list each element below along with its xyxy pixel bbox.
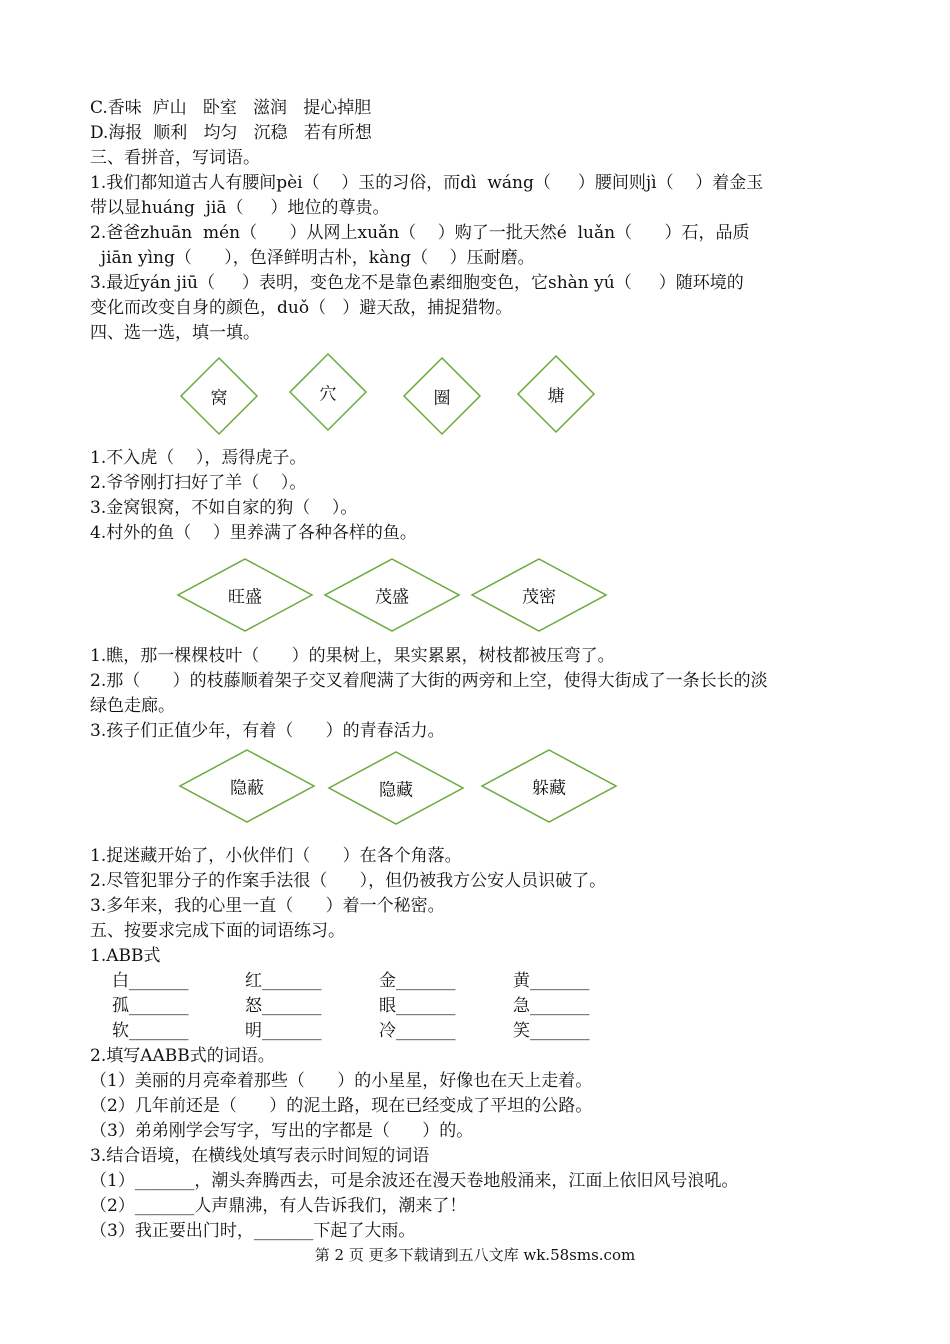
time-words-sentence: （1）_______，潮头奔腾西去，可是余波还在漫天卷地般涌来，江面上依旧风号浪吼。 bbox=[90, 1171, 739, 1191]
diamond-row-3 bbox=[0, 748, 950, 838]
group1-sentence: 3.金窝银窝，不如自家的狗（ ）。 bbox=[90, 498, 358, 518]
option-diamond bbox=[327, 750, 465, 826]
abb-cell: 孤_______ bbox=[112, 996, 189, 1016]
group2-sentence: 2.那（ ）的枝藤顺着架子交叉着爬满了大街的两旁和上空，使得大街成了一条长长的淡 bbox=[90, 671, 768, 691]
group2-sentence: 绿色走廊。 bbox=[90, 696, 175, 716]
option-d-line: D.海报 顺利 均匀 沉稳 若有所想 bbox=[90, 123, 372, 143]
option-label: 旺盛 bbox=[228, 587, 262, 608]
diamond-row-2 bbox=[0, 557, 950, 647]
option-label: 隐藏 bbox=[379, 780, 413, 801]
section-5-title: 五、按要求完成下面的词语练习。 bbox=[90, 921, 345, 941]
option-diamond bbox=[179, 356, 259, 436]
pinyin-line: 1.我们都知道古人有腰间pèi（ ）玉的习俗，而dì wáng（ ）腰间则jì（ ）着金玉 bbox=[90, 173, 764, 193]
option-diamond bbox=[323, 557, 461, 633]
option-label: 窝 bbox=[210, 388, 228, 409]
aabb-sentence: （2）几年前还是（ ）的泥土路，现在已经变成了平坦的公路。 bbox=[90, 1096, 593, 1116]
option-c-line: C.香味 庐山 卧室 滋润 提心掉胆 bbox=[90, 98, 372, 118]
option-label: 隐蔽 bbox=[230, 778, 264, 799]
group2-sentence: 3.孩子们正值少年，有着（ ）的青春活力。 bbox=[90, 721, 445, 741]
option-label: 圈 bbox=[433, 388, 451, 409]
option-diamond bbox=[178, 748, 316, 824]
group1-sentence: 2.爷爷刚打扫好了羊（ ）。 bbox=[90, 473, 307, 493]
abb-cell: 笑_______ bbox=[513, 1021, 590, 1041]
abb-cell: 软_______ bbox=[112, 1021, 189, 1041]
time-words-sentence: （3）我正要出门时，_______下起了大雨。 bbox=[90, 1221, 416, 1241]
page-footer: 第 2 页 更多下载请到五八文库 wk.58sms.com bbox=[314, 1246, 636, 1264]
time-words-title: 3.结合语境，在横线处填写表示时间短的词语 bbox=[90, 1146, 430, 1166]
abb-cell: 黄_______ bbox=[513, 971, 590, 991]
abb-cell: 明_______ bbox=[245, 1021, 322, 1041]
option-label: 茂盛 bbox=[375, 587, 409, 608]
group3-sentence: 1.捉迷藏开始了，小伙伴们（ ）在各个角落。 bbox=[90, 846, 462, 866]
pinyin-line: 2.爸爸zhuān mén（ ）从网上xuǎn（ ）购了一批天然é luǎn（ ）石，品质 bbox=[90, 223, 750, 243]
group3-sentence: 2.尽管犯罪分子的作案手法很（ ），但仍被我方公安人员识破了。 bbox=[90, 871, 607, 891]
option-label: 躲藏 bbox=[532, 778, 566, 799]
group3-sentence: 3.多年来，我的心里一直（ ）着一个秘密。 bbox=[90, 896, 445, 916]
abb-cell: 红_______ bbox=[245, 971, 322, 991]
abb-cell: 冷_______ bbox=[379, 1021, 456, 1041]
option-label: 塘 bbox=[547, 386, 565, 407]
option-diamond bbox=[176, 557, 314, 633]
option-diamond bbox=[402, 356, 482, 436]
option-label: 茂密 bbox=[522, 587, 556, 608]
group1-sentence: 4.村外的鱼（ ）里养满了各种各样的鱼。 bbox=[90, 523, 417, 543]
section-3-title: 三、看拼音，写词语。 bbox=[90, 148, 260, 168]
aabb-sentence: （3）弟弟刚学会写字，写出的字都是（ ）的。 bbox=[90, 1121, 474, 1141]
pinyin-line: 带以显huáng jiā（ ）地位的尊贵。 bbox=[90, 198, 390, 218]
abb-cell: 眼_______ bbox=[379, 996, 456, 1016]
option-diamond bbox=[480, 748, 618, 824]
pinyin-line: jiān yìng（ ），色泽鲜明古朴，kàng（ ）压耐磨。 bbox=[90, 248, 535, 268]
abb-cell: 白_______ bbox=[112, 971, 189, 991]
group2-sentence: 1.瞧，那一棵棵枝叶（ ）的果树上，果实累累，树枝都被压弯了。 bbox=[90, 646, 615, 666]
section-4-title: 四、选一选，填一填。 bbox=[90, 323, 260, 343]
abb-title: 1.ABB式 bbox=[90, 946, 161, 966]
option-diamond bbox=[516, 354, 596, 434]
abb-cell: 急_______ bbox=[513, 996, 590, 1016]
option-diamond bbox=[470, 557, 608, 633]
option-diamond bbox=[288, 352, 368, 432]
pinyin-line: 3.最近yán jiū（ ）表明，变色龙不是靠色素细胞变色，它shàn yú（ ）随环境的 bbox=[90, 273, 744, 293]
abb-cell: 怒_______ bbox=[245, 996, 322, 1016]
aabb-sentence: （1）美丽的月亮牵着那些（ ）的小星星，好像也在天上走着。 bbox=[90, 1071, 593, 1091]
time-words-sentence: （2）_______人声鼎沸，有人告诉我们，潮来了！ bbox=[90, 1196, 467, 1216]
aabb-title: 2.填写AABB式的词语。 bbox=[90, 1046, 275, 1066]
pinyin-line: 变化而改变自身的颜色，duǒ（ ）避天敌，捕捉猎物。 bbox=[90, 298, 513, 318]
diamond-row-1 bbox=[0, 356, 950, 446]
abb-cell: 金_______ bbox=[379, 971, 456, 991]
option-label: 穴 bbox=[319, 384, 337, 405]
group1-sentence: 1.不入虎（ ），焉得虎子。 bbox=[90, 448, 307, 468]
